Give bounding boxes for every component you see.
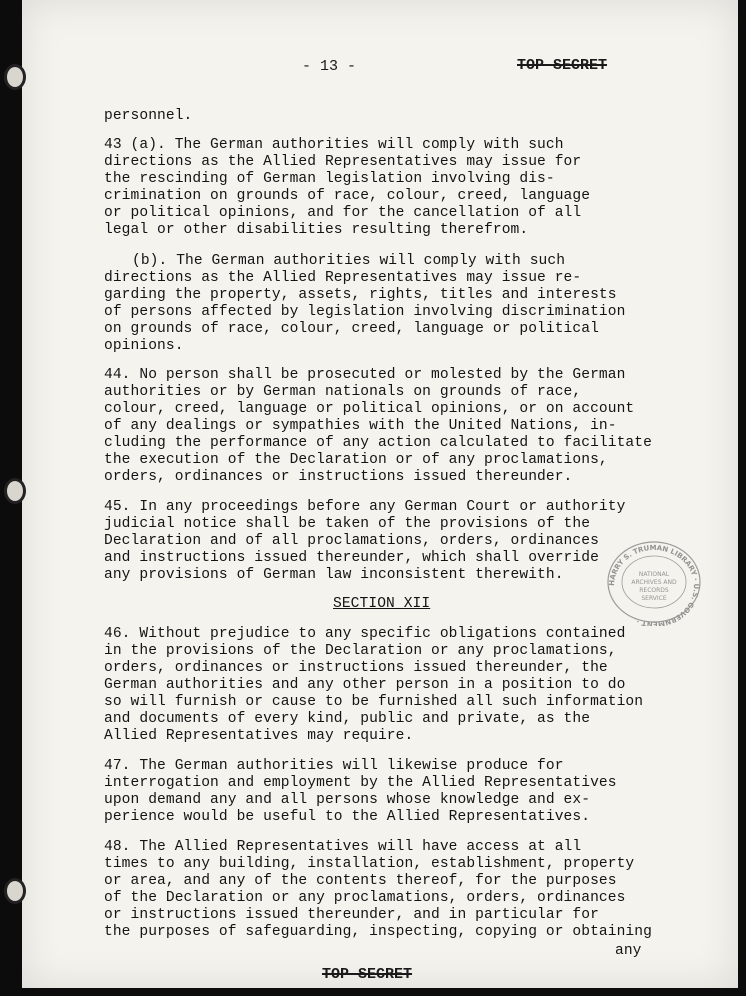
text-line: 46. Without prejudice to any specific obligations contained xyxy=(104,626,626,642)
document-page xyxy=(22,0,738,988)
text-line: personnel. xyxy=(104,108,193,124)
text-line: garding the property, assets, rights, titles and interests xyxy=(104,287,617,303)
svg-text:ARCHIVES AND: ARCHIVES AND xyxy=(631,579,677,586)
binder-hole xyxy=(4,64,26,90)
page-number: - 13 - xyxy=(302,58,357,75)
text-line: the execution of the Declaration or of any proclamations, xyxy=(104,452,608,468)
text-line: directions as the Allied Representatives may issue re- xyxy=(104,270,582,286)
text-line: orders, ordinances or instructions issued thereunder. xyxy=(104,469,573,485)
svg-text:RECORDS: RECORDS xyxy=(639,587,669,594)
text-line: authorities or by German nationals on grounds of race, xyxy=(104,384,582,400)
text-line: German authorities and any other person in a position to do xyxy=(104,677,626,693)
catchword: any xyxy=(615,943,642,959)
text-line: perience would be useful to the Allied Representatives. xyxy=(104,809,591,825)
text-line: 43 (a). The German authorities will comply with such xyxy=(104,137,564,153)
text-line: or area, and any of the contents thereof, for the purposes xyxy=(104,873,617,889)
text-line: so will furnish or cause to be furnished all such information xyxy=(104,694,644,710)
text-line: and instructions issued thereunder, which shall override xyxy=(104,550,599,566)
binder-hole xyxy=(4,878,26,904)
text-line: or instructions issued thereunder, and in particular for xyxy=(104,907,599,923)
text-line: any provisions of German law inconsistent therewith. xyxy=(104,567,564,583)
text-line: judicial notice shall be taken of the provisions of the xyxy=(104,516,591,532)
text-line: interrogation and employment by the Allied Representatives xyxy=(104,775,617,791)
text-line: 47. The German authorities will likewise produce for xyxy=(104,758,564,774)
text-line: colour, creed, language or political opinions, or on account xyxy=(104,401,635,417)
text-line: 44. No person shall be prosecuted or molested by the German xyxy=(104,367,626,383)
text-line: or political opinions, and for the cancellation of all xyxy=(104,205,582,221)
archive-stamp xyxy=(602,536,706,626)
text-line: Declaration and of all proclamations, orders, ordinances xyxy=(104,533,599,549)
text-line: on grounds of race, colour, creed, language or political xyxy=(104,321,599,337)
text-line: 45. In any proceedings before any German Court or authority xyxy=(104,499,626,515)
text-line: cluding the performance of any action calculated to facilitate xyxy=(104,435,652,451)
binder-hole xyxy=(4,478,26,504)
section-heading: SECTION XII xyxy=(333,596,431,612)
svg-text:SERVICE: SERVICE xyxy=(641,595,667,602)
text-line: the rescinding of German legislation involving dis- xyxy=(104,171,555,187)
svg-text:NATIONAL: NATIONAL xyxy=(638,571,670,578)
text-line: (b). The German authorities will comply with such xyxy=(132,253,566,269)
text-line: times to any building, installation, establishment, property xyxy=(104,856,635,872)
text-line: 48. The Allied Representatives will have access at all xyxy=(104,839,582,855)
text-line: Allied Representatives may require. xyxy=(104,728,414,744)
text-line: of persons affected by legislation involving discrimination xyxy=(104,304,626,320)
text-line: and documents of every kind, public and private, as the xyxy=(104,711,591,727)
text-line: upon demand any and all persons whose knowledge and ex- xyxy=(104,792,591,808)
classification-footer: TOP SECRET xyxy=(322,966,413,983)
text-line: of the Declaration or any proclamations, orders, ordinances xyxy=(104,890,626,906)
text-line: of any dealings or sympathies with the United Nations, in- xyxy=(104,418,617,434)
svg-text:HARRY S. TRUMAN LIBRARY · U.S.: HARRY S. TRUMAN LIBRARY · U.S. GOVERNMENT · xyxy=(607,543,701,626)
text-line: the purposes of safeguarding, inspecting, copying or obtaining xyxy=(104,924,652,940)
text-line: directions as the Allied Representatives may issue for xyxy=(104,154,582,170)
text-line: crimination on grounds of race, colour, creed, language xyxy=(104,188,591,204)
text-line: in the provisions of the Declaration or any proclamations, xyxy=(104,643,617,659)
classification-header: TOP SECRET xyxy=(517,57,608,74)
text-line: legal or other disabilities resulting therefrom. xyxy=(104,222,529,238)
text-line: orders, ordinances or instructions issued thereunder, the xyxy=(104,660,608,676)
text-line: opinions. xyxy=(104,338,184,354)
